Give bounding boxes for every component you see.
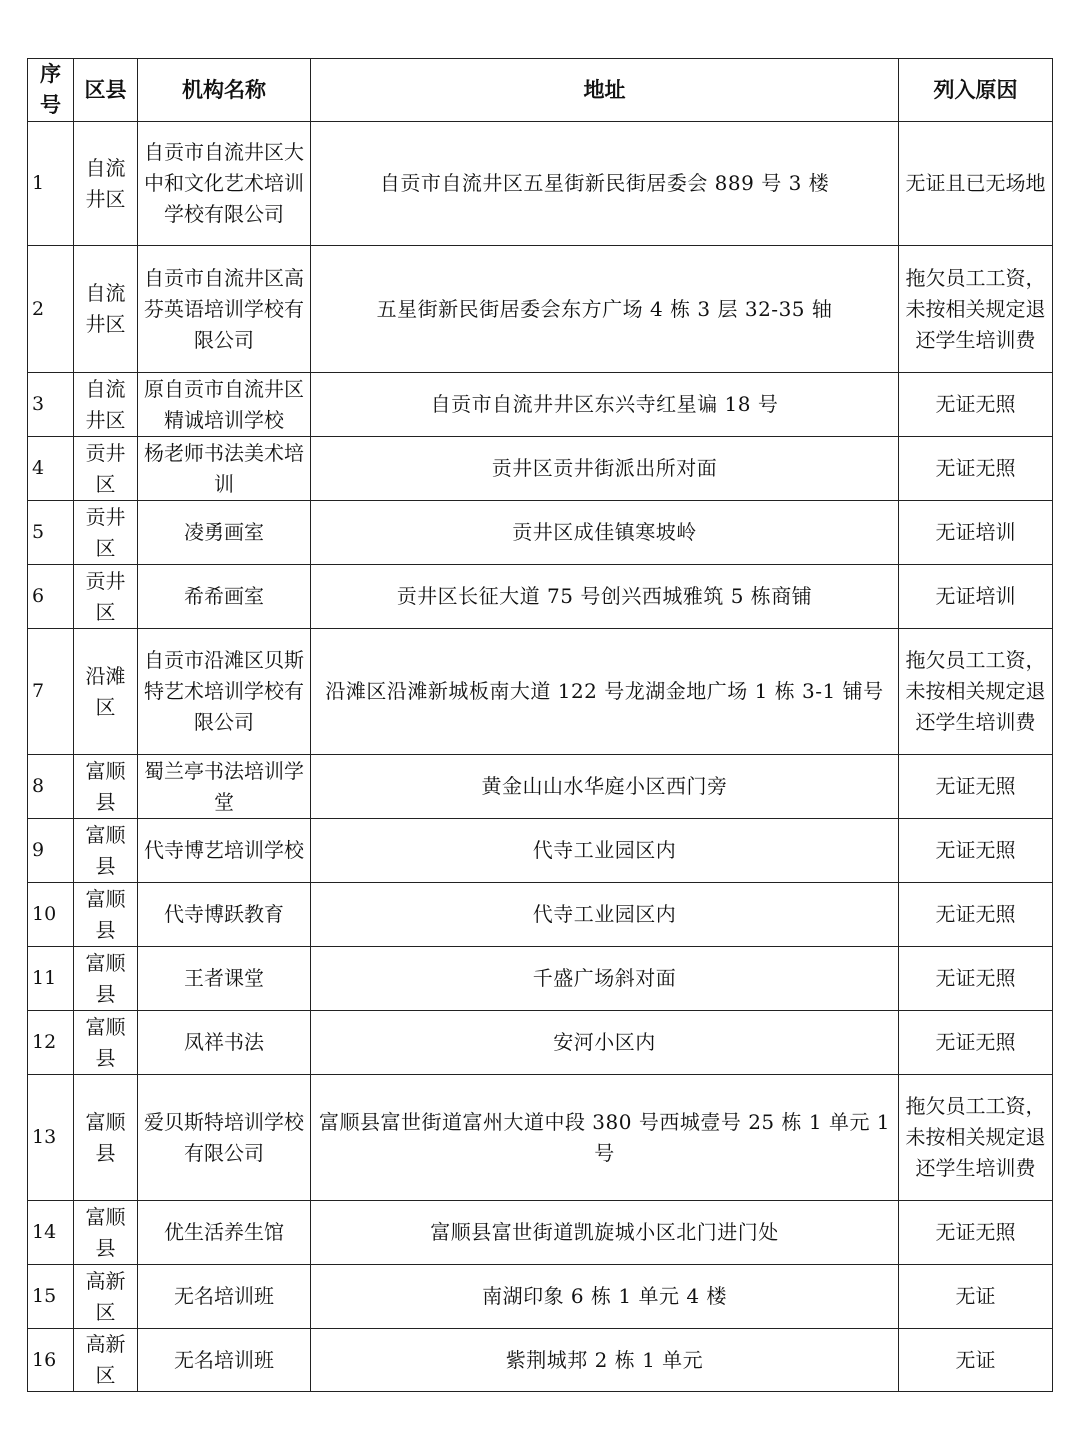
cell-district: 贡井区 xyxy=(74,565,138,629)
cell-address: 南湖印象 6 栋 1 单元 4 楼 xyxy=(311,1265,899,1329)
cell-reason: 无证 xyxy=(899,1265,1053,1329)
cell-reason: 无证无照 xyxy=(899,373,1053,437)
cell-name: 蜀兰亭书法培训学堂 xyxy=(138,755,311,819)
cell-address: 代寺工业园区内 xyxy=(311,883,899,947)
cell-address: 黄金山山水华庭小区西门旁 xyxy=(311,755,899,819)
table-row xyxy=(28,819,1053,883)
cell-seq: 14 xyxy=(28,1201,74,1265)
cell-address: 富顺县富世街道富州大道中段 380 号西城壹号 25 栋 1 单元 1 号 xyxy=(311,1075,899,1201)
cell-name: 自贡市自流井区大中和文化艺术培训学校有限公司 xyxy=(138,122,311,246)
cell-reason: 无证培训 xyxy=(899,565,1053,629)
cell-name: 爱贝斯特培训学校有限公司 xyxy=(138,1075,311,1201)
header-reason: 列入原因 xyxy=(899,59,1053,122)
cell-reason: 无证无照 xyxy=(899,1201,1053,1265)
cell-seq: 15 xyxy=(28,1265,74,1329)
cell-name: 自贡市自流井区高芬英语培训学校有限公司 xyxy=(138,246,311,373)
cell-name: 代寺博跃教育 xyxy=(138,883,311,947)
cell-district: 自流井区 xyxy=(74,122,138,246)
cell-seq: 13 xyxy=(28,1075,74,1201)
table-row xyxy=(28,1011,1053,1075)
cell-address: 贡井区长征大道 75 号创兴西城雅筑 5 栋商铺 xyxy=(311,565,899,629)
cell-reason: 无证培训 xyxy=(899,501,1053,565)
cell-address: 安河小区内 xyxy=(311,1011,899,1075)
cell-seq: 3 xyxy=(28,373,74,437)
cell-district: 贡井区 xyxy=(74,437,138,501)
cell-seq: 12 xyxy=(28,1011,74,1075)
table-row xyxy=(28,755,1053,819)
cell-name: 无名培训班 xyxy=(138,1329,311,1392)
cell-reason: 拖欠员工工资，未按相关规定退还学生培训费 xyxy=(899,246,1053,373)
cell-district: 自流井区 xyxy=(74,246,138,373)
cell-seq: 1 xyxy=(28,122,74,246)
cell-seq: 8 xyxy=(28,755,74,819)
cell-reason: 无证无照 xyxy=(899,947,1053,1011)
cell-district: 高新区 xyxy=(74,1329,138,1392)
header-district: 区县 xyxy=(74,59,138,122)
cell-seq: 10 xyxy=(28,883,74,947)
cell-name: 希希画室 xyxy=(138,565,311,629)
cell-seq: 5 xyxy=(28,501,74,565)
table-header-row xyxy=(28,59,1053,122)
cell-seq: 9 xyxy=(28,819,74,883)
cell-district: 富顺县 xyxy=(74,947,138,1011)
header-name: 机构名称 xyxy=(138,59,311,122)
cell-address: 千盛广场斜对面 xyxy=(311,947,899,1011)
cell-reason: 无证无照 xyxy=(899,883,1053,947)
cell-seq: 4 xyxy=(28,437,74,501)
table-row xyxy=(28,1265,1053,1329)
cell-name: 王者课堂 xyxy=(138,947,311,1011)
cell-district: 富顺县 xyxy=(74,1075,138,1201)
table-row xyxy=(28,629,1053,755)
cell-seq: 6 xyxy=(28,565,74,629)
table-row xyxy=(28,947,1053,1011)
cell-address: 紫荆城邦 2 栋 1 单元 xyxy=(311,1329,899,1392)
cell-district: 富顺县 xyxy=(74,883,138,947)
cell-name: 原自贡市自流井区精诚培训学校 xyxy=(138,373,311,437)
cell-district: 富顺县 xyxy=(74,1011,138,1075)
cell-name: 杨老师书法美术培训 xyxy=(138,437,311,501)
table-row xyxy=(28,883,1053,947)
table-row xyxy=(28,1201,1053,1265)
cell-name: 无名培训班 xyxy=(138,1265,311,1329)
table-row xyxy=(28,1329,1053,1392)
cell-seq: 11 xyxy=(28,947,74,1011)
cell-district: 富顺县 xyxy=(74,755,138,819)
cell-name: 代寺博艺培训学校 xyxy=(138,819,311,883)
table-row xyxy=(28,122,1053,246)
cell-district: 高新区 xyxy=(74,1265,138,1329)
table-row xyxy=(28,501,1053,565)
cell-address: 富顺县富世街道凯旋城小区北门进门处 xyxy=(311,1201,899,1265)
header-seq: 序号 xyxy=(28,59,74,122)
cell-district: 富顺县 xyxy=(74,1201,138,1265)
cell-district: 沿滩区 xyxy=(74,629,138,755)
cell-name: 凤祥书法 xyxy=(138,1011,311,1075)
table-row xyxy=(28,437,1053,501)
cell-name: 自贡市沿滩区贝斯特艺术培训学校有限公司 xyxy=(138,629,311,755)
cell-address: 自贡市自流井井区东兴寺红星谝 18 号 xyxy=(311,373,899,437)
cell-reason: 无证无照 xyxy=(899,437,1053,501)
table-row xyxy=(28,1075,1053,1201)
cell-district: 自流井区 xyxy=(74,373,138,437)
cell-district: 贡井区 xyxy=(74,501,138,565)
table-row xyxy=(28,373,1053,437)
cell-reason: 拖欠员工工资，未按相关规定退还学生培训费 xyxy=(899,629,1053,755)
cell-seq: 16 xyxy=(28,1329,74,1392)
cell-address: 贡井区成佳镇寒坡岭 xyxy=(311,501,899,565)
cell-name: 优生活养生馆 xyxy=(138,1201,311,1265)
cell-reason: 拖欠员工工资，未按相关规定退还学生培训费 xyxy=(899,1075,1053,1201)
cell-address: 自贡市自流井区五星街新民街居委会 889 号 3 楼 xyxy=(311,122,899,246)
cell-reason: 无证无照 xyxy=(899,819,1053,883)
cell-address: 五星街新民街居委会东方广场 4 栋 3 层 32-35 轴 xyxy=(311,246,899,373)
cell-district: 富顺县 xyxy=(74,819,138,883)
cell-reason: 无证无照 xyxy=(899,755,1053,819)
cell-address: 贡井区贡井街派出所对面 xyxy=(311,437,899,501)
cell-seq: 2 xyxy=(28,246,74,373)
cell-address: 沿滩区沿滩新城板南大道 122 号龙湖金地广场 1 栋 3-1 铺号 xyxy=(311,629,899,755)
cell-reason: 无证无照 xyxy=(899,1011,1053,1075)
table-row xyxy=(28,565,1053,629)
header-address: 地址 xyxy=(311,59,899,122)
cell-address: 代寺工业园区内 xyxy=(311,819,899,883)
institution-table xyxy=(27,58,1053,1392)
cell-name: 凌勇画室 xyxy=(138,501,311,565)
cell-reason: 无证且已无场地 xyxy=(899,122,1053,246)
cell-seq: 7 xyxy=(28,629,74,755)
cell-reason: 无证 xyxy=(899,1329,1053,1392)
table-row xyxy=(28,246,1053,373)
